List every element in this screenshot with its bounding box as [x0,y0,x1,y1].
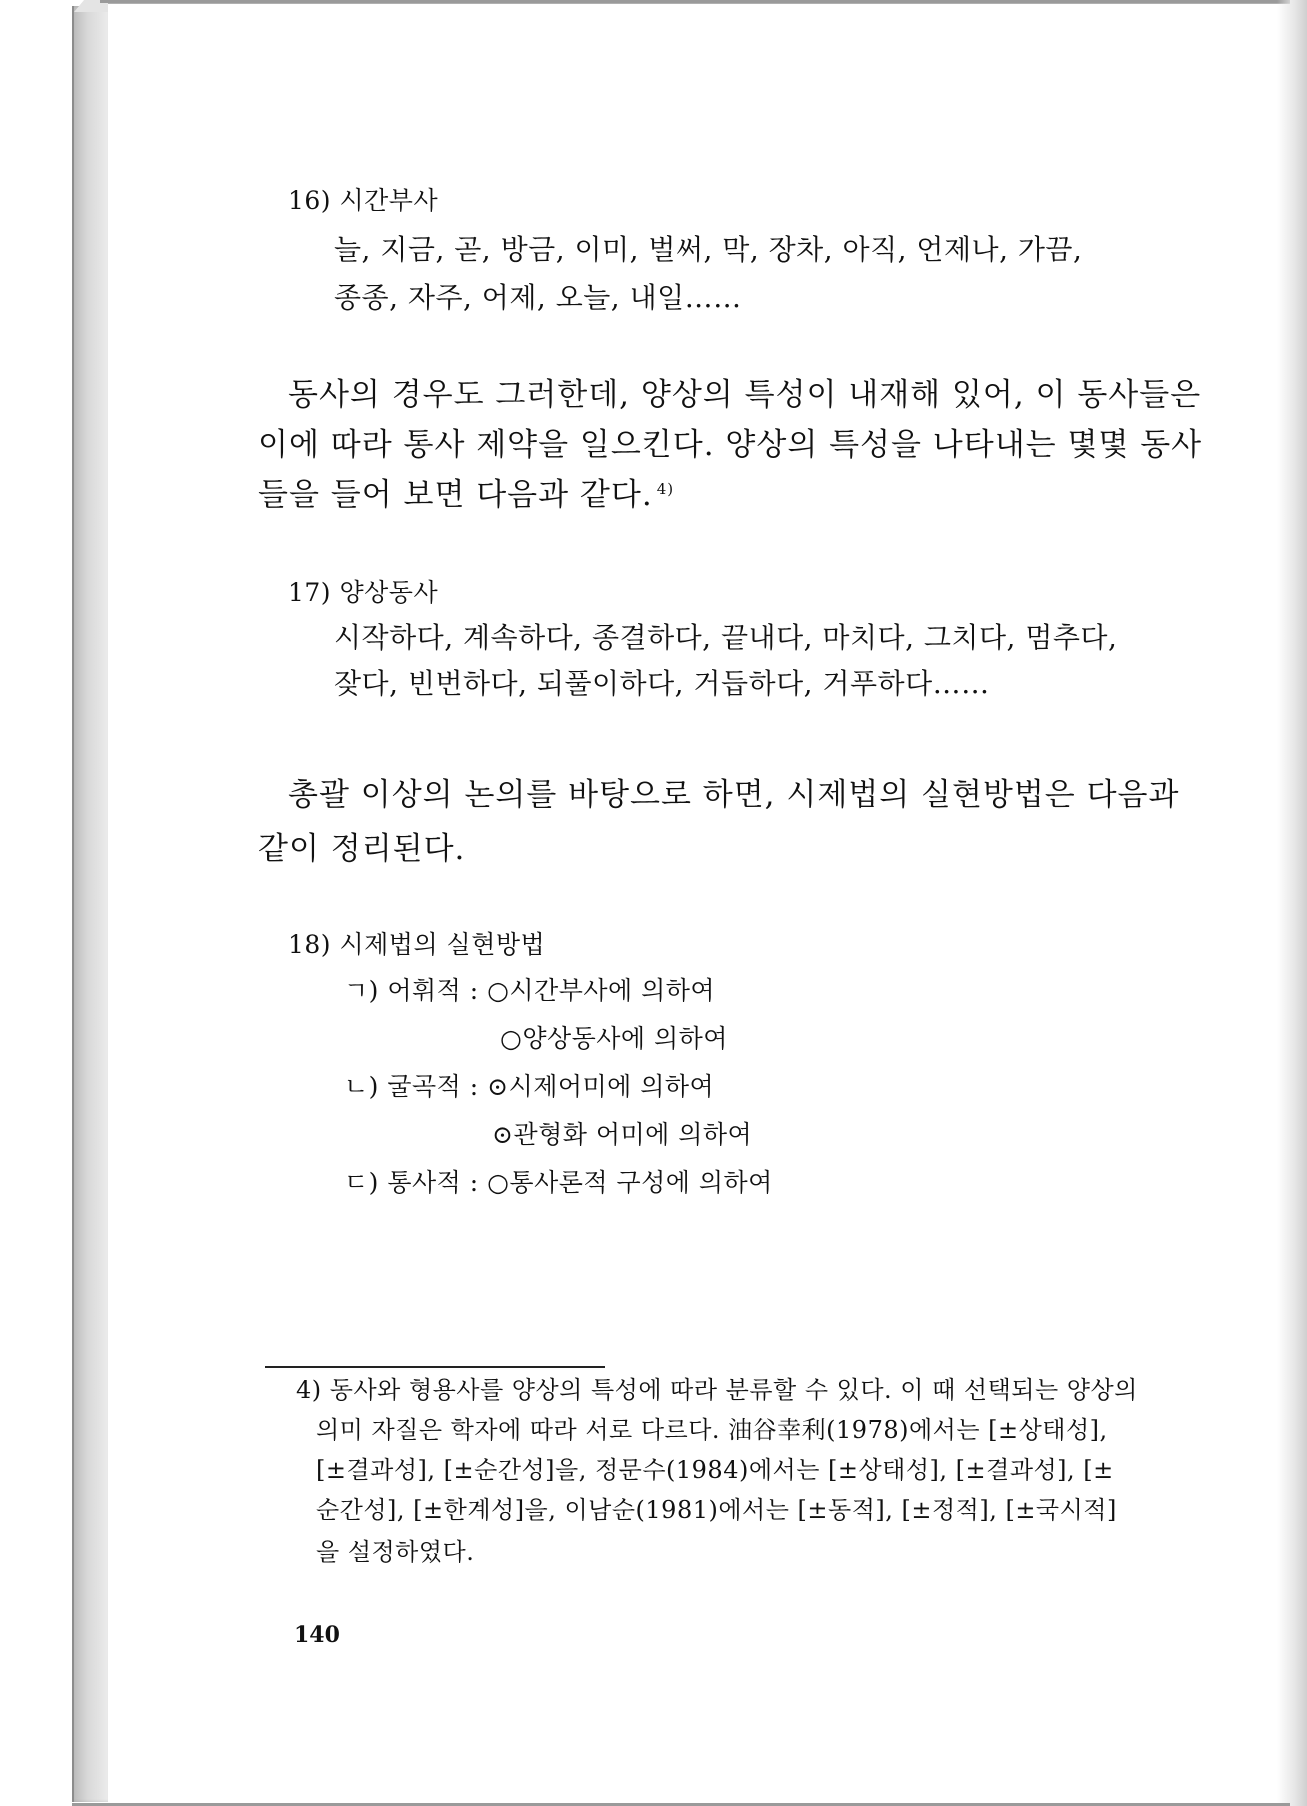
paragraph-1-line-3 [258,477,675,513]
page-number: 140 [294,1622,340,1648]
page-right-shadow [1277,0,1307,1806]
footnote-line-2: 의미 자질은 학자에 따라 서로 다르다. 油谷幸利(1978)에서는 [±상태성], [316,1416,1108,1444]
book-spine [72,6,112,1802]
footnote-rule [265,1366,605,1368]
paragraph-1-line-2: 이에 따라 통사 제약을 일으킨다. 양상의 특성을 나타내는 몇몇 동사 [258,427,1203,463]
example-18-label: 18) 시제법의 실현방법 [288,930,546,959]
footnote-reference[interactable]: 4) [656,479,675,498]
paragraph-2-line-2: 같이 정리된다. [258,831,466,867]
example-18-row-3: ㄴ) 굴곡적 : ⊙시제어미에 의하여 [344,1072,715,1101]
example-16-label: 16) 시간부사 [288,186,439,215]
footnote-line-4: 순간성], [±한계성]을, 이남순(1981)에서는 [±동적], [±정적], [±국시적] [316,1496,1117,1524]
example-16-line-1: 늘, 지금, 곧, 방금, 이미, 벌써, 막, 장차, 아직, 언제나, 가끔, [334,233,1083,266]
paragraph-1-line-3-text: 들을 들어 보면 다음과 같다. [258,477,653,513]
paragraph-1-line-1: 동사의 경우도 그러한데, 양상의 특성이 내재해 있어, 이 동사들은 [288,377,1202,413]
example-18-row-5: ㄷ) 통사적 : ○통사론적 구성에 의하여 [344,1168,773,1197]
footnote-line-3: [±결과성], [±순간성]을, 정문수(1984)에서는 [±상태성], [±결과성], [± [316,1456,1114,1484]
book-page [108,3,1290,1806]
example-18-row-1: ㄱ) 어휘적 : ○시간부사에 의하여 [344,976,716,1005]
example-18-row-2: ○양상동사에 의하여 [500,1024,728,1053]
example-18-row-4: ⊙관형화 어미에 의하여 [492,1120,753,1149]
example-16-line-2: 종종, 자주, 어제, 오늘, 내일…… [334,281,742,314]
example-17-label: 17) 양상동사 [288,578,439,607]
footnote-line-1: 4) 동사와 형용사를 양상의 특성에 따라 분류할 수 있다. 이 때 선택되는 양상의 [296,1376,1138,1404]
example-17-line-1: 시작하다, 계속하다, 종결하다, 끝내다, 마치다, 그치다, 멈추다, [334,621,1118,654]
footnote-line-5: 을 설정하였다. [316,1538,475,1566]
paragraph-2-line-1: 총괄 이상의 논의를 바탕으로 하면, 시제법의 실현방법은 다음과 [288,777,1180,813]
example-17-line-2: 잦다, 빈번하다, 되풀이하다, 거듭하다, 거푸하다…… [334,667,990,700]
